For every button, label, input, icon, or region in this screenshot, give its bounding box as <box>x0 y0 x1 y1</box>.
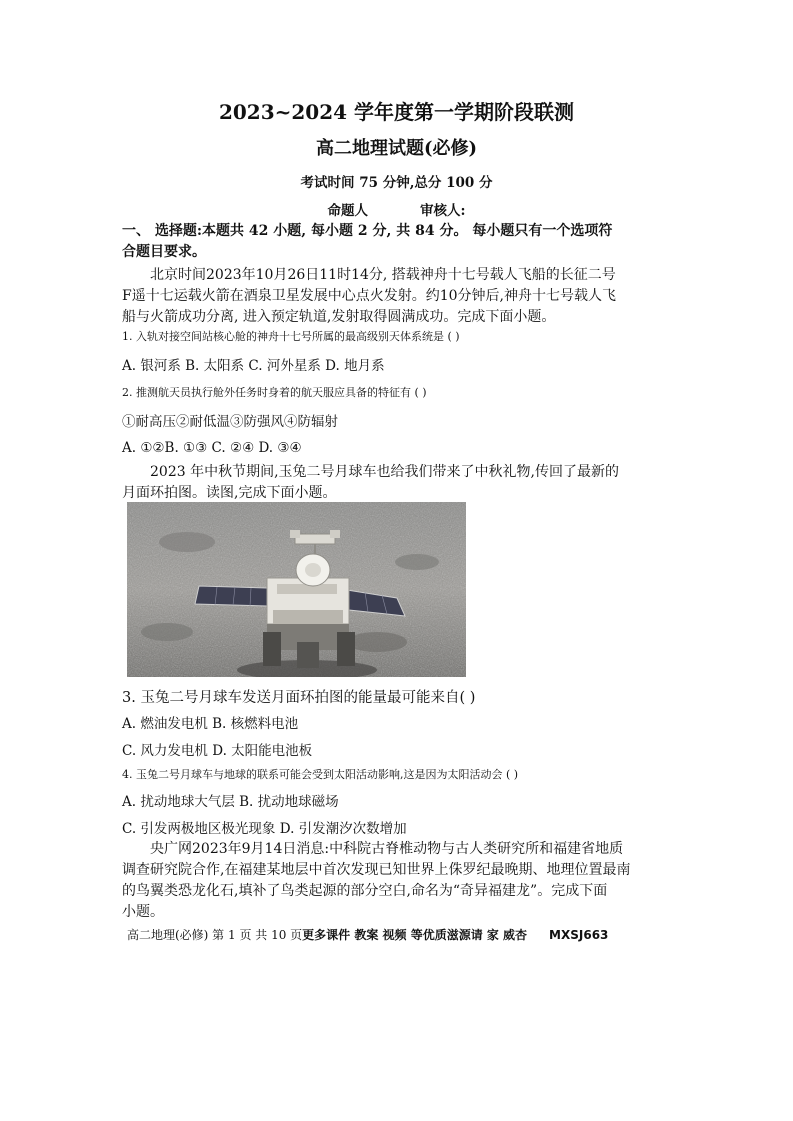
proposer-label: 命题人 <box>327 203 368 219</box>
q1-stem: 1. 入轨对接空间站核心舱的神舟十七号所属的最高级别天体系统是 ( ) <box>122 330 460 343</box>
passage3-line4: 小题。 <box>122 904 164 920</box>
page-info: 高二地理(必修) 第 1 页 共 10 页 <box>127 928 303 942</box>
q1-options: A. 银河系 B. 太阳系 C. 河外星系 D. 地月系 <box>122 358 385 374</box>
section-heading-line2: 合题目要求。 <box>122 244 206 260</box>
promo-text: 更多课件 教案 视频 等优质滋源请 家 威杏 <box>302 928 528 942</box>
page-footer <box>127 926 608 943</box>
passage1-line2: F遥十七运载火箭在酒泉卫星发展中心点火发射。约10分钟后,神舟十七号载人飞 <box>122 288 616 304</box>
passage3-line3: 的鸟翼类恐龙化石,填补了鸟类起源的部分空白,命名为“奇异福建龙”。完成下面 <box>122 883 608 899</box>
q4-options-line2: C. 引发两极地区极光现象 D. 引发潮汐次数增加 <box>122 821 407 837</box>
exam-info: 考试时间 75 分钟,总分 100 分 <box>300 175 493 191</box>
passage1-line3: 船与火箭成功分离, 进入预定轨道,发射取得圆满成功。完成下面小题。 <box>122 309 556 325</box>
passage1-line1: 北京时间2023年10月26日11时14分, 搭载神舟十七号载人飞船的长征二号 <box>150 267 616 283</box>
passage3-line1: 央广网2023年9月14日消息:中科院古脊椎动物与古人类研究所和福建省地质 <box>150 841 624 857</box>
passage2-line2: 月面环拍图。读图,完成下面小题。 <box>122 485 337 501</box>
doc-code: MXSJ663 <box>549 928 609 942</box>
lunar-rover-photo <box>127 502 466 677</box>
exam-subtitle: 高二地理试题(必修) <box>315 138 478 159</box>
q3-options-line2: C. 风力发电机 D. 太阳能电池板 <box>122 743 313 759</box>
author-line <box>0 199 793 219</box>
q2-items: ①耐高压②耐低温③防强风④防辐射 <box>122 414 338 430</box>
q4-stem: 4. 玉兔二号月球车与地球的联系可能会受到太阳活动影响,这是因为太阳活动会 ( ) <box>122 768 519 781</box>
section-heading-line1: 一、 选择题:本题共 42 小题, 每小题 2 分, 共 84 分。 每小题只有一个选项符 <box>122 223 613 239</box>
exam-title: 2023~2024 学年度第一学期阶段联测 <box>218 100 575 124</box>
reviewer-label: 审核人: <box>420 203 466 219</box>
q2-options: A. ①②B. ①③ C. ②④ D. ③④ <box>122 440 302 456</box>
passage2-line1: 2023 年中秋节期间,玉兔二号月球车也给我们带来了中秋礼物,传回了最新的 <box>150 464 619 480</box>
q4-options-line1: A. 扰动地球大气层 B. 扰动地球磁场 <box>122 794 339 810</box>
q3-options-line1: A. 燃油发电机 B. 核燃料电池 <box>122 716 299 732</box>
passage3-line2: 调查研究院合作,在福建某地层中首次发现已知世界上侏罗纪最晚期、地理位置最南 <box>122 862 631 878</box>
q3-stem: 3. 玉兔二号月球车发送月面环拍图的能量最可能来自( ) <box>122 690 476 706</box>
q2-stem: 2. 推测航天员执行舱外任务时身着的航天服应具备的特征有 ( ) <box>122 386 427 399</box>
